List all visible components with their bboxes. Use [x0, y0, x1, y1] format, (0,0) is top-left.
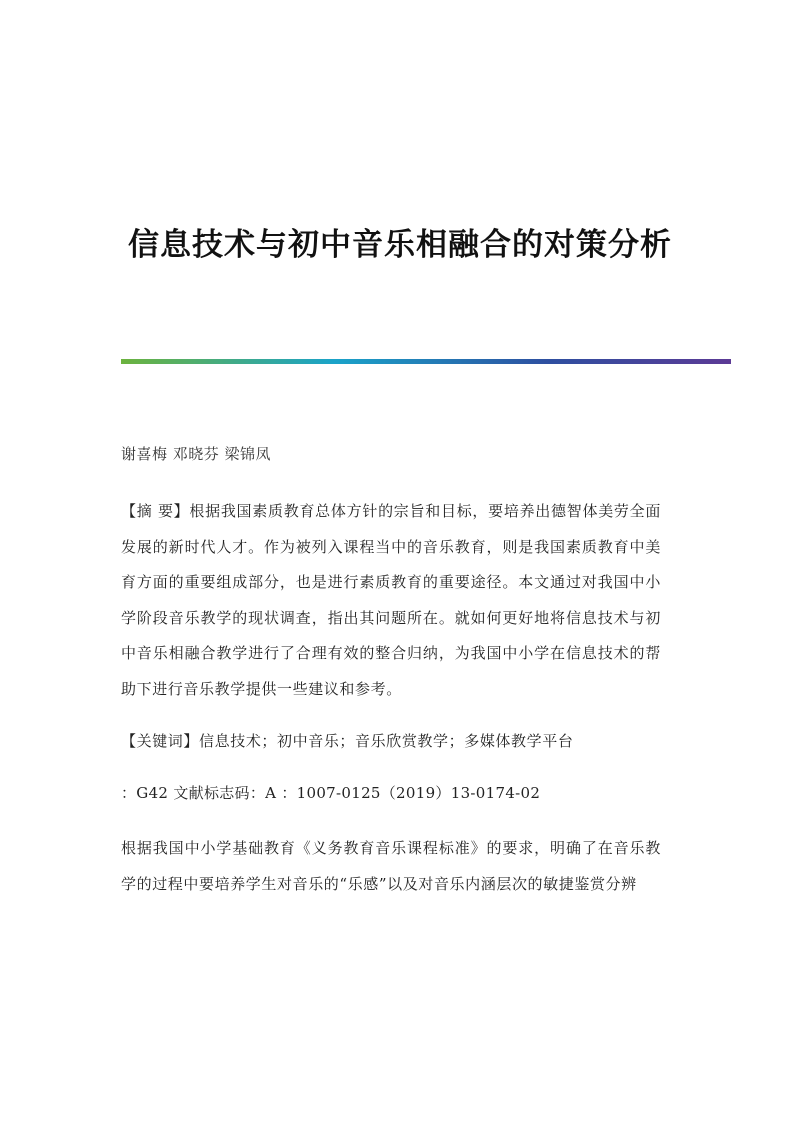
abstract	[121, 494, 661, 707]
paper-content	[121, 440, 661, 902]
abstract-label: 【摘 要】	[121, 502, 190, 520]
keywords-text: 信息技术；初中音乐；音乐欣赏教学；多媒体教学平台	[199, 732, 574, 750]
abstract-text: 根据我国素质教育总体方针的宗旨和目标，要培养出德智体美劳全面发展的新时代人才。作为被列入课程当中的音乐教育，则是我国素质教育中美育方面的重要组成部分，也是进行素质教育的重要途径。本文通过对我国中小学阶段音乐教学的现状调查，指出其问题所在。就如何更好地将信息技术与初中音乐相融合教学进行了合理有效的整合归纳，为我国中小学在信息技术的帮助下进行音乐教学提供一些建议和参考。	[121, 502, 661, 698]
divider-bar	[121, 359, 731, 364]
author-list: 谢喜梅 邓晓芬 梁锦凤	[121, 445, 272, 463]
body-paragraph: 根据我国中小学基础教育《义务教育音乐课程标准》的要求，明确了在音乐教学的过程中要培养学生对音乐的“乐感”以及对音乐内涵层次的敏捷鉴赏分辨	[121, 839, 661, 893]
classification-line: ：G42 文献标志码：A ：1007-0125（2019）13-0174-02	[121, 784, 541, 802]
paper-title: 信息技术与初中音乐相融合的对策分析	[128, 226, 672, 263]
title-divider	[121, 359, 731, 364]
keywords	[121, 727, 661, 755]
keywords-label: 【关键词】	[121, 732, 200, 750]
